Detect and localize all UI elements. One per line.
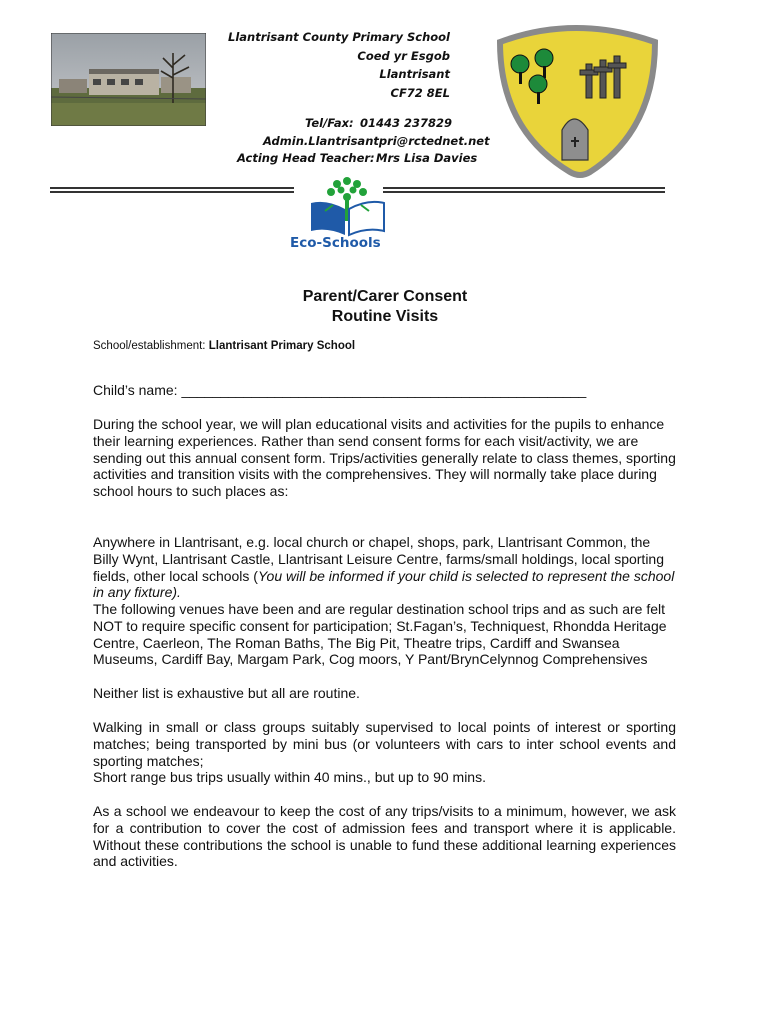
child-name-row [93, 382, 586, 398]
school-establishment-row [93, 340, 355, 352]
fixture-note: You will be informed if your child is selected to represent the school in any fixture). [93, 567, 675, 601]
head-teacher-name: Mrs Lisa Davies [376, 151, 478, 165]
tel-fax-label: Tel/Fax: [305, 116, 354, 130]
child-name-field[interactable]: ____________________________________________________ [181, 382, 587, 398]
paragraph-venues: The following venues have been and are regular destination school trips and as such are felt NOT to require specific consent for participation; St.Fagan’s, Techniquest, Rhondda Heritage Centre, Caerleon, The Roman Baths, The Big Pit, Theatre trips, Cardiff and Swansea Museums, Cardiff Bay, Margam Park, Cog moors, Y Pant/BrynCelynnog Comprehensives [93, 601, 667, 668]
child-name-label: Child’s name: [93, 382, 178, 398]
school-email: Admin.Llantrisantpri@rctednet.net [263, 134, 490, 148]
local-places-text: Anywhere in Llantrisant, e.g. local church or chapel, shops, park, Llantrisant Common, the Billy Wynt, Llantrisant Castle, Llantrisant Leisure Centre, farms/small holdings, local sporting fields, other local schools ( [93, 534, 665, 584]
form-title-line2: Routine Visits [331, 308, 439, 325]
address-line-street: Coed yr Esgob [357, 48, 450, 63]
paragraph-bus-trips: Short range bus trips usually within 40 mins., but up to 90 mins. [93, 769, 486, 785]
paragraph-costs: As a school we endeavour to keep the cost of any trips/visits to a minimum, however, we ask for a contribution to cover the cost of admission fees and transport where it is applicable. Without these contributions the school is unable to fund these additional learning experiences and activities. [93, 803, 676, 870]
tel-fax-number: 01443 237829 [360, 116, 453, 130]
address-line-school: Llantrisant County Primary School [228, 30, 450, 44]
address-line-postcode: CF72 8EL [390, 85, 450, 100]
school-crest [490, 20, 665, 180]
head-teacher-label: Acting Head Teacher: [237, 151, 375, 165]
header-divider-right [383, 187, 665, 193]
eco-schools-label: Eco-Schools [290, 235, 381, 251]
address-line-town: Llantrisant [379, 67, 450, 81]
header-divider-left [50, 187, 294, 193]
paragraph-walking: Walking in small or class groups suitably supervised to local points of interest or sporting matches; being transported by mini bus (or volunteers with cars to inter school events and sporting matches; [93, 719, 676, 769]
school-address [150, 28, 450, 102]
form-title-line1: Parent/Carer Consent [302, 288, 468, 305]
paragraph-intro: During the school year, we will plan educational visits and activities for the pupils to enhance their learning experiences. Rather than send consent forms for each visit/activity, we are sending out this annual consent form. Trips/activities generally relate to class themes, sporting activities and transition visits with the comprehensives. They will normally take place during school hours to such places as: [93, 416, 676, 500]
school-establishment-label: School/establishment: [93, 340, 206, 352]
paragraph-not-exhaustive: Neither list is exhaustive but all are routine. [93, 685, 360, 701]
paragraph-local-places [93, 534, 676, 601]
school-establishment-value: Llantrisant Primary School [208, 340, 356, 352]
